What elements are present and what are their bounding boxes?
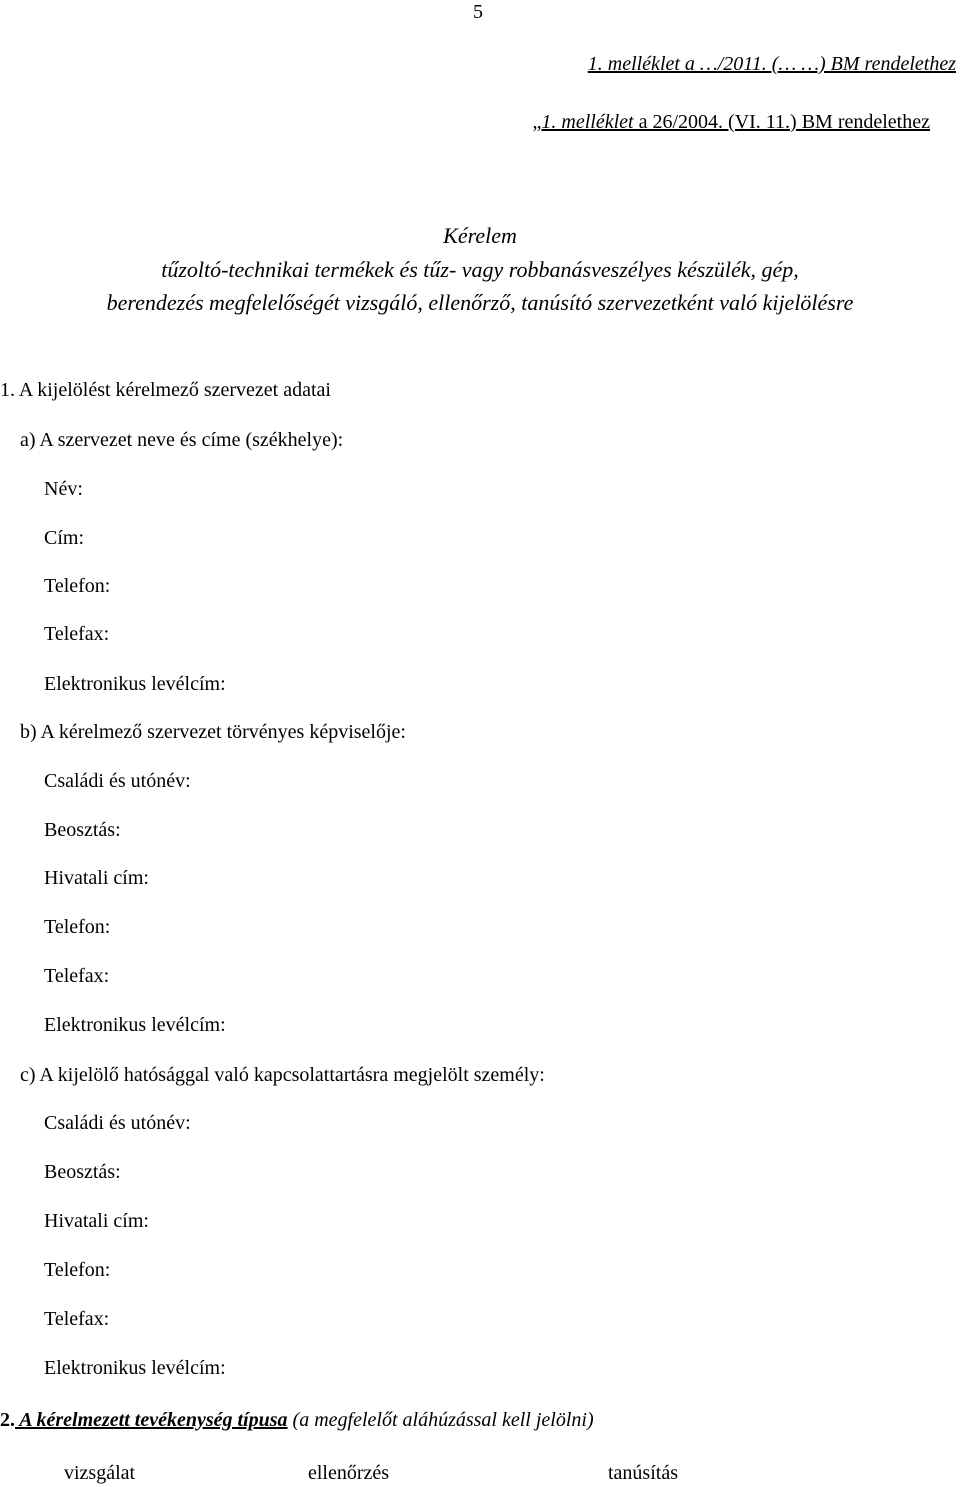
field-nev-b: Családi és utónév: <box>44 770 191 792</box>
field-telefax-b: Telefax: <box>44 965 110 987</box>
subsection-a-label: a) A szervezet neve és címe (székhelye): <box>20 429 344 451</box>
document-title: Kérelem <box>443 223 517 248</box>
option-vizsgalat: vizsgálat <box>64 1462 136 1484</box>
header-line-2-italic: 1. melléklet <box>541 111 634 133</box>
option-ellenorzes: ellenőrzés <box>308 1462 390 1484</box>
section-1-heading: 1. A kijelölést kérelmező szervezet adatai <box>0 379 331 401</box>
field-beosztas-b: Beosztás: <box>44 819 121 841</box>
header-line-2-rest: a 26/2004. (VI. 11.) BM rendelethez <box>633 111 930 133</box>
field-telefon-c: Telefon: <box>44 1259 111 1281</box>
subsection-b-label: b) A kérelmező szervezet törvényes képviselője: <box>20 721 406 743</box>
field-telefax-a: Telefax: <box>44 623 110 645</box>
field-email-c: Elektronikus levélcím: <box>44 1357 226 1379</box>
field-telefon-a: Telefon: <box>44 575 111 597</box>
section-2-number: 2. <box>0 1409 15 1431</box>
header-line-2 <box>533 112 930 132</box>
section-2-title: A kérelmezett tevékenység típusa <box>15 1409 288 1431</box>
title-line-1: tűzoltó-technikai termékek és tűz- vagy robbanásveszélyes készülék, gép, <box>161 257 799 282</box>
field-email-a: Elektronikus levélcím: <box>44 673 226 695</box>
field-email-b: Elektronikus levélcím: <box>44 1014 226 1036</box>
field-telefon-b: Telefon: <box>44 916 111 938</box>
page-number: 5 <box>473 1 483 23</box>
subsection-c-label: c) A kijelölő hatósággal való kapcsolattartásra megjelölt személy: <box>20 1064 545 1086</box>
section-2-note: (a megfelelőt aláhúzással kell jelölni) <box>287 1409 594 1431</box>
field-hivatali-cim-c: Hivatali cím: <box>44 1210 149 1232</box>
header-line-1 <box>588 54 956 74</box>
field-nev-c: Családi és utónév: <box>44 1112 191 1134</box>
field-telefax-c: Telefax: <box>44 1308 110 1330</box>
field-hivatali-cim-b: Hivatali cím: <box>44 867 149 889</box>
title-line-2: berendezés megfelelőségét vizsgáló, ellenőrző, tanúsító szervezetként való kijelölésre <box>106 290 854 315</box>
field-cim: Cím: <box>44 527 85 549</box>
option-tanusitas: tanúsítás <box>608 1462 678 1484</box>
section-2-heading <box>0 1410 594 1430</box>
header-line-2-quote: „ <box>532 111 542 133</box>
field-beosztas-c: Beosztás: <box>44 1161 121 1183</box>
field-nev: Név: <box>44 478 83 500</box>
header-line-1-text: 1. melléklet a …/2011. (… …) BM rendelethez <box>587 53 956 75</box>
